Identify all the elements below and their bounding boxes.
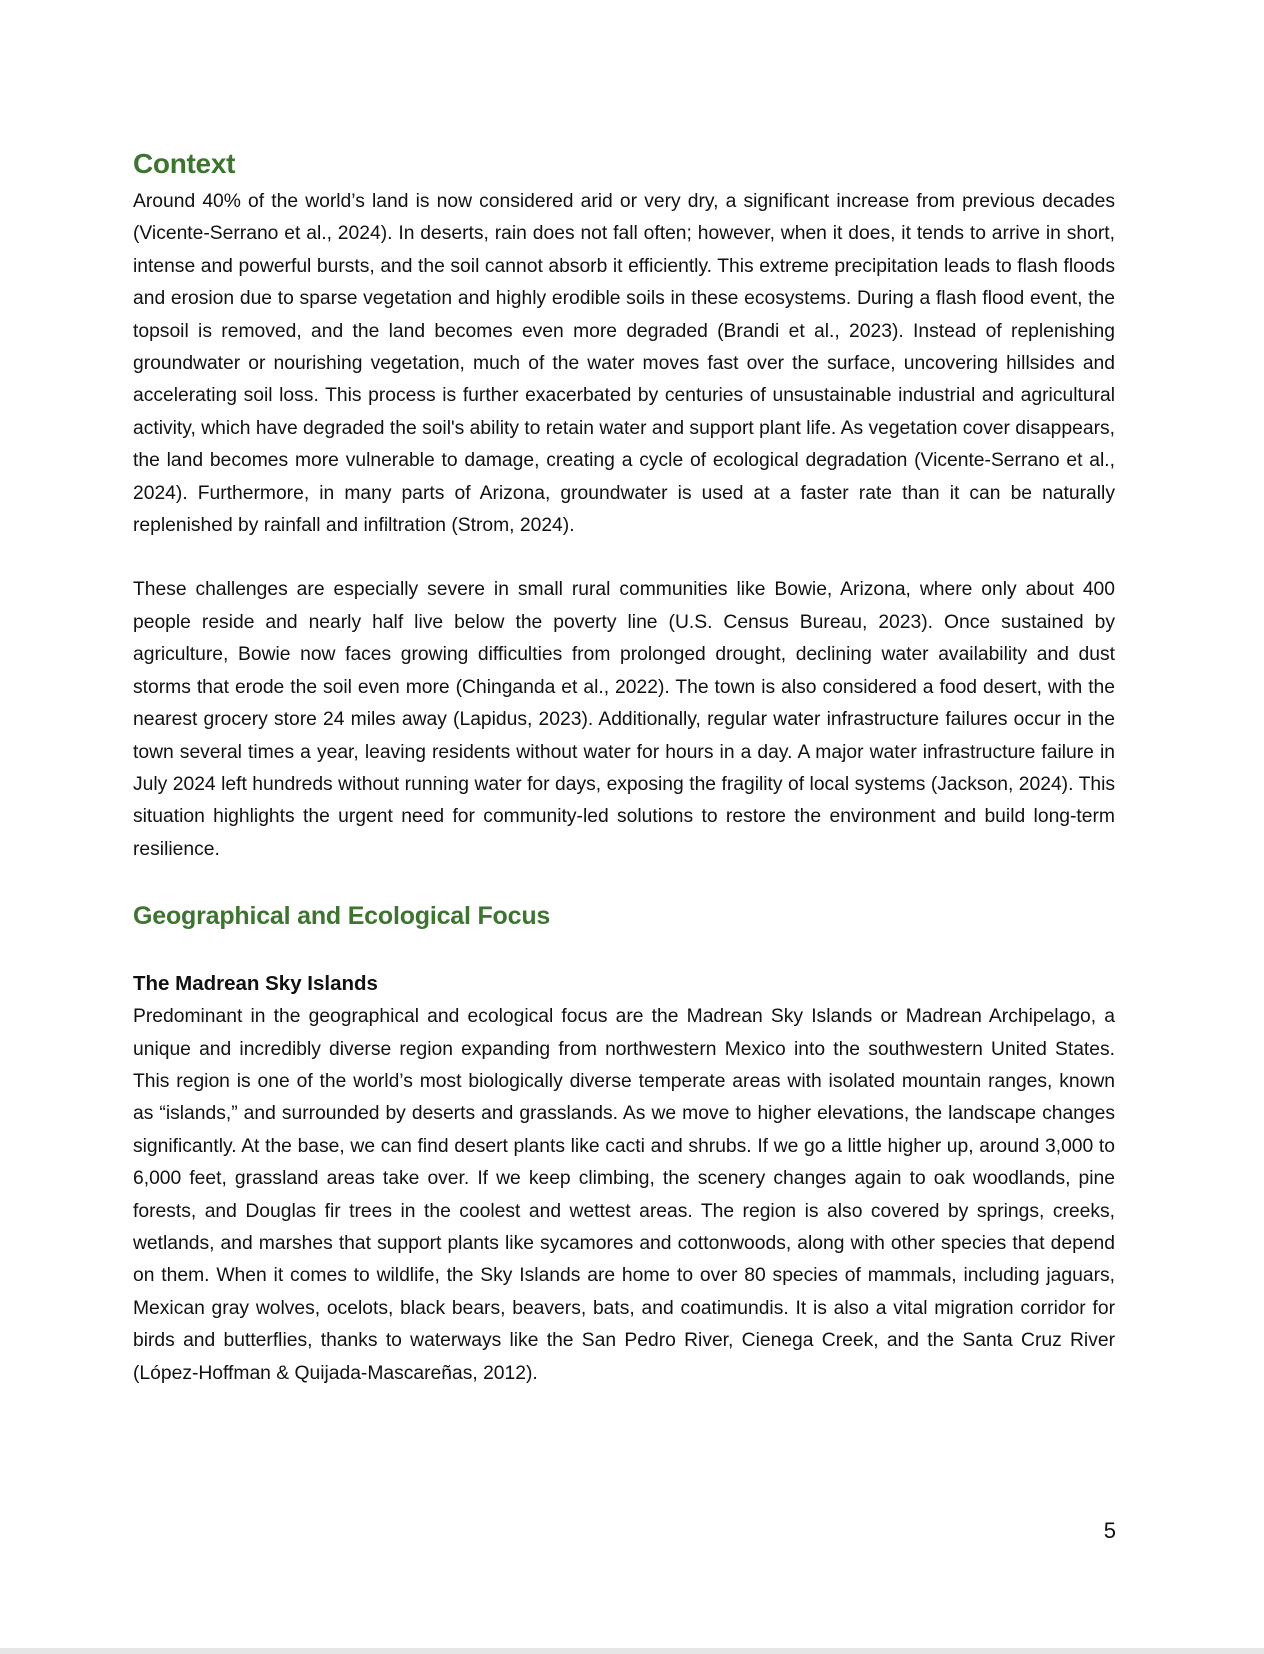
context-paragraph-2: These challenges are especially severe in small rural communities like Bowie, Arizona, where only about 400 people reside and nearly half live below the poverty line (U.S. Census Bureau, 2023). Once sustained by agriculture, Bowie now faces growing difficulties from prolonged drought, declining water availability and dust storms that erode the soil even more (Chinganda et al., 2022). The town is also considered a food desert, with the nearest grocery store 24 miles away (Lapidus, 2023). Additionally, regular water infrastructure failures occur in the town several times a year, leaving residents without water for hours in a day. A major water infrastructure failure in July 2024 left hundreds without running water for days, exposing the fragility of local systems (Jackson, 2024). This situation highlights the urgent need for community-led solutions to restore the environment and build long-term resilience. — [133, 579, 1115, 860]
page-bottom-edge — [0, 1648, 1264, 1654]
geo-focus-heading: Geographical and Ecological Focus — [133, 902, 551, 931]
context-paragraph-1: Around 40% of the world’s land is now considered arid or very dry, a significant increase from previous decades (Vicente-Serrano et al., 2024). In deserts, rain does not fall often; however, when it does, it tends to arrive in short, intense and powerful bursts, and the soil cannot absorb it efficiently. This extreme precipitation leads to flash floods and erosion due to sparse vegetation and highly erodible soils in these ecosystems. During a flash flood event, the topsoil is removed, and the land becomes even more degraded (Brandi et al., 2023). Instead of replenishing groundwater or nourishing vegetation, much of the water moves fast over the surface, uncovering hillsides and accelerating soil loss. This process is further exacerbated by centuries of unsustainable industrial and agricultural activity, which have degraded the soil's ability to retain water and support plant life. As vegetation cover disappears, the land becomes more vulnerable to damage, creating a cycle of ecological degradation (Vicente-Serrano et al., 2024). Furthermore, in many parts of Arizona, groundwater is used at a faster rate than it can be naturally replenished by rainfall and infiltration (Strom, 2024). — [133, 191, 1115, 537]
sky-islands-subheading: The Madrean Sky Islands — [133, 972, 378, 996]
paragraph-spacer — [133, 542, 1115, 574]
context-heading: Context — [133, 148, 236, 179]
page-content — [133, 146, 1115, 1390]
section-spacer — [133, 866, 1115, 900]
page-number: 5 — [1103, 1518, 1116, 1543]
sky-islands-paragraph: Predominant in the geographical and ecological focus are the Madrean Sky Islands or Madrean Archipelago, a unique and incredibly diverse region expanding from northwestern Mexico into the southwestern United States. This region is one of the world’s most biologically diverse temperate areas with isolated mountain ranges, known as “islands,” and surrounded by deserts and grasslands. As we move to higher elevations, the landscape changes significantly. At the base, we can find desert plants like cacti and shrubs. If we go a little higher up, around 3,000 to 6,000 feet, grassland areas take over. If we keep climbing, the scenery changes again to oak woodlands, pine forests, and Douglas fir trees in the coolest and wettest areas. The region is also covered by springs, creeks, wetlands, and marshes that support plants like sycamores and cottonwoods, along with other species that depend on them. When it comes to wildlife, the Sky Islands are home to over 80 species of mammals, including jaguars, Mexican gray wolves, ocelots, black bears, beavers, bats, and coatimundis. It is also a vital migration corridor for birds and butterflies, thanks to waterways like the San Pedro River, Cienega Creek, and the Santa Cruz River (López-Hoffman & Quijada-Mascareñas, 2012). — [133, 1006, 1115, 1384]
section-spacer — [133, 932, 1115, 968]
